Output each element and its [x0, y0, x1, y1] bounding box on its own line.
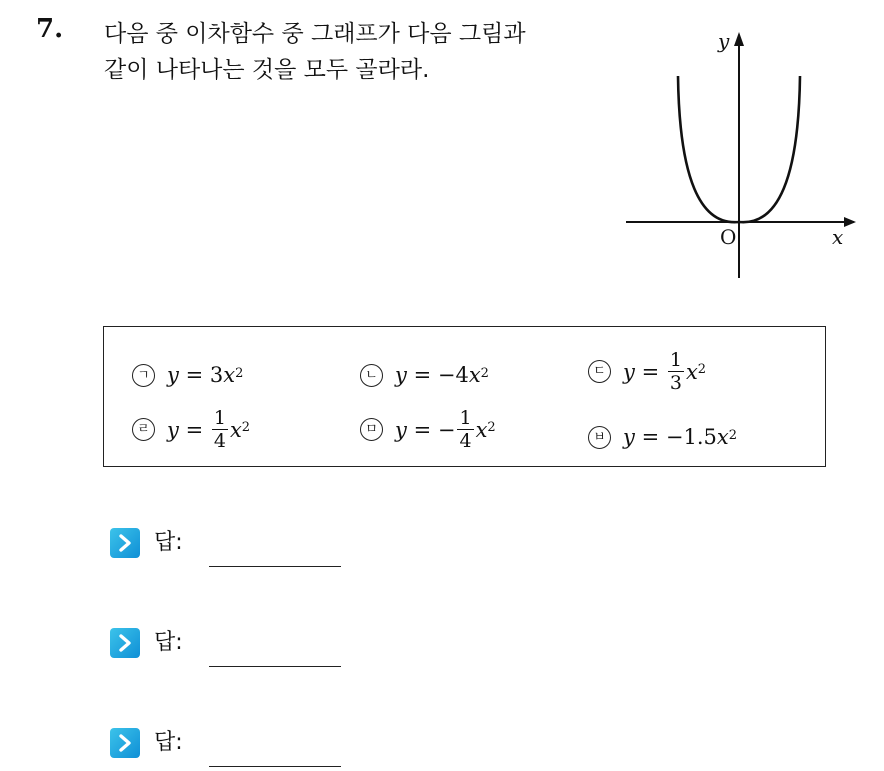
question-number: 7.: [36, 14, 64, 44]
choice-1-mark: ㄱ: [132, 364, 155, 387]
choices-box: [103, 326, 826, 467]
y-axis-arrow: [734, 32, 744, 46]
choice-4-num: 1: [213, 407, 226, 429]
chevron-right-icon: [110, 728, 140, 758]
answer-blank-2[interactable]: [209, 666, 341, 667]
choice-4-lhs: y: [167, 417, 179, 442]
choice-3[interactable]: [588, 349, 706, 394]
choice-6-lhs: y: [623, 425, 635, 449]
answer-blank-3[interactable]: [209, 766, 341, 767]
choice-3-var: x: [685, 359, 698, 384]
choice-1-exp: 2: [235, 365, 244, 381]
choice-6[interactable]: [588, 425, 737, 449]
parabola-graph: [620, 22, 860, 282]
choice-5-eq: =: [413, 417, 432, 442]
choice-4-eq: =: [185, 417, 204, 442]
question-text: [104, 16, 604, 88]
choice-4-den: 4: [213, 430, 226, 452]
choice-5-den: 4: [459, 430, 472, 452]
answer-label-3: 답:: [154, 730, 183, 755]
choice-6-coef: −1.5: [665, 425, 717, 449]
choice-6-exp: 2: [728, 427, 737, 443]
choice-1-lhs: y: [167, 363, 179, 387]
answer-blank-1[interactable]: [209, 566, 341, 567]
choice-5-sign: −: [437, 417, 456, 442]
choice-2-coef: −4: [437, 363, 469, 387]
choice-3-eq: =: [641, 359, 660, 384]
choice-2[interactable]: [360, 363, 489, 387]
choice-4[interactable]: [132, 407, 250, 452]
choice-3-mark: ㄷ: [588, 360, 611, 383]
choice-6-var: x: [716, 425, 729, 449]
choice-3-exp: 2: [697, 362, 707, 377]
choice-2-mark: ㄴ: [360, 364, 383, 387]
choice-5[interactable]: [360, 407, 496, 452]
choice-4-exp: 2: [241, 420, 251, 435]
x-axis-arrow: [844, 217, 856, 227]
answer-row-3: [110, 728, 341, 767]
choice-5-var: x: [475, 417, 488, 442]
choice-4-fraction: [212, 407, 228, 452]
choice-1-coef: 3: [209, 363, 224, 387]
answer-row-2: [110, 628, 341, 667]
choice-4-var: x: [229, 417, 242, 442]
choice-2-lhs: y: [395, 363, 407, 387]
question-line-2: 같이 나타나는 것을 모두 골라라.: [104, 57, 430, 83]
question-line-1: 다음 중 이차함수 중 그래프가 다음 그림과: [104, 21, 526, 47]
choice-3-den: 3: [669, 372, 682, 394]
x-axis-label: x: [832, 225, 844, 249]
answer-label-1: 답:: [154, 530, 183, 555]
choice-3-lhs: y: [623, 359, 635, 384]
answer-label-2: 답:: [154, 630, 183, 655]
choice-6-eq: =: [641, 425, 660, 449]
chevron-right-icon: [110, 528, 140, 558]
choice-5-num: 1: [459, 407, 472, 429]
choice-4-mark: ㄹ: [132, 418, 155, 441]
origin-label: O: [720, 225, 737, 249]
choice-1-eq: =: [185, 363, 204, 387]
choice-5-mark: ㅁ: [360, 418, 383, 441]
y-axis-label: y: [718, 29, 730, 53]
choice-3-num: 1: [669, 349, 682, 371]
choice-2-exp: 2: [480, 365, 489, 381]
choice-6-mark: ㅂ: [588, 426, 611, 449]
choice-1-var: x: [223, 363, 236, 387]
choice-5-exp: 2: [487, 420, 496, 435]
answer-row-1: [110, 528, 341, 567]
choice-2-eq: =: [413, 363, 432, 387]
choice-5-lhs: y: [395, 417, 407, 442]
choice-2-var: x: [468, 363, 481, 387]
chevron-right-icon: [110, 628, 140, 658]
choice-3-fraction: [668, 349, 684, 394]
choice-5-fraction: [457, 407, 473, 452]
choice-1[interactable]: [132, 363, 243, 387]
